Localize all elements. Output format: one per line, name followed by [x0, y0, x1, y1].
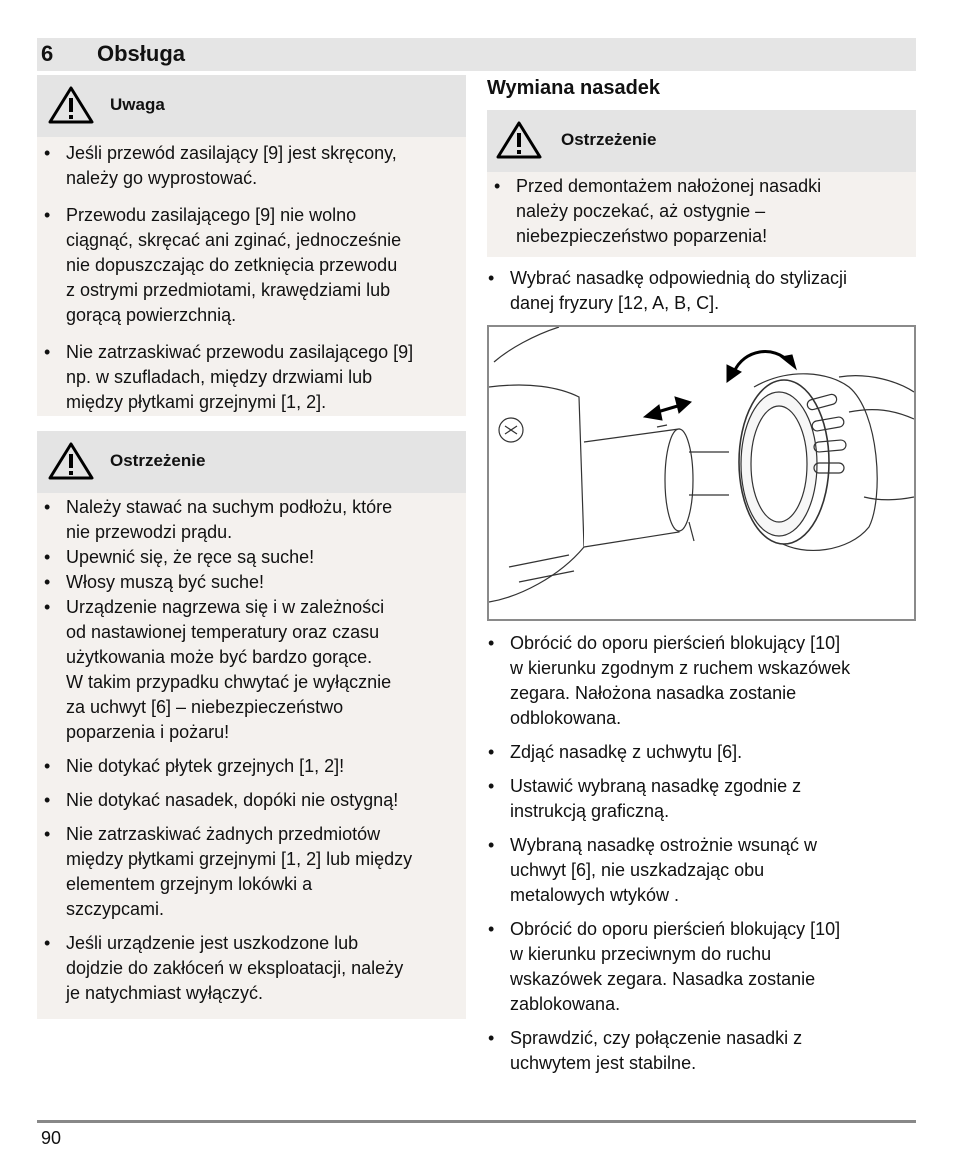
list-item: • Nie dotykać płytek grzejnych [1, 2]! [41, 754, 466, 779]
list-item: • Nie dotykać nasadek, dopóki nie ostygną! [41, 788, 466, 813]
steps-list [485, 631, 916, 1076]
list-item: • Zdjąć nasadkę z uchwytu [6]. [485, 740, 916, 765]
list-item: • Jeśli urządzenie jest uszkodzone lub dojdzie do zakłóceń w eksploatacji, należy je natychmiast wyłączyć. [41, 931, 466, 1006]
warning-triangle-icon [47, 85, 95, 125]
list-item: • Obrócić do oporu pierścień blokujący [10] w kierunku zgodnym z ruchem wskazówek zegara. Nałożona nasadka zostanie odblokowana. [485, 631, 916, 731]
list-item: • Nie zatrzaskiwać przewodu zasilającego [9] np. w szufladach, między drzwiami lub między płytkami grzejnymi [1, 2]. [41, 340, 466, 415]
list-item: • Wybraną nasadkę ostrożnie wsunąć w uchwyt [6], nie uszkadzając obu metalowych wtyków . [485, 833, 916, 908]
attachment-illustration [487, 325, 916, 621]
list-item: • Przed demontażem nałożonej nasadki należy poczekać, aż ostygnie – niebezpieczeństwo poparzenia! [491, 174, 916, 249]
warning-triangle-icon [495, 120, 543, 160]
warning-list [41, 495, 466, 1006]
right-warning-label: Ostrzeżenie [561, 130, 657, 149]
warning-triangle-icon [47, 441, 95, 481]
list-item: • Nie zatrzaskiwać żadnych przedmiotów między płytkami grzejnymi [1, 2] lub między elementem grzejnym lokówki a szczypcami. [41, 822, 466, 922]
section-header [37, 38, 916, 71]
list-item: • Wybrać nasadkę odpowiednią do stylizacji danej fryzury [12, A, B, C]. [485, 266, 916, 316]
caution-list [41, 141, 466, 415]
warning-box [37, 431, 466, 1019]
list-item: • Urządzenie nagrzewa się i w zależności od nastawionej temperatury oraz czasu użytkowania może być bardzo gorące. W takim przypadku chwytać je wyłącznie za uchwyt [6] – niebezpieczeństwo poparzenia i pożaru! [41, 595, 466, 745]
caution-box [37, 75, 466, 416]
list-item: • Przewodu zasilającego [9] nie wolno ciągnąć, skręcać ani zginać, jednocześnie nie dopuszczając do zetknięcia przewodu z ostrymi przedmiotami, krawędziami lub gorącą powierzchnią. [41, 203, 466, 328]
caution-header [37, 75, 466, 137]
warning-header [37, 431, 466, 493]
list-item: • Należy stawać na suchym podłożu, które nie przewodzi prądu. [41, 495, 466, 545]
right-warning-header [487, 110, 916, 172]
list-item: • Sprawdzić, czy połączenie nasadki z uchwytem jest stabilne. [485, 1026, 916, 1076]
subsection-title: Wymiana nasadek [487, 77, 661, 99]
right-warning-box [487, 110, 916, 257]
list-item: • Ustawić wybraną nasadkę zgodnie z instrukcją graficzną. [485, 774, 916, 824]
intro-step-list [485, 266, 916, 316]
section-title: Obsługa [97, 41, 186, 66]
list-item: • Obrócić do oporu pierścień blokujący [10] w kierunku przeciwnym do ruchu wskazówek zegara. Nasadka zostanie zablokowana. [485, 917, 916, 1017]
right-warning-list [491, 174, 916, 249]
list-item: • Włosy muszą być suche! [41, 570, 466, 595]
list-item: • Upewnić się, że ręce są suche! [41, 545, 466, 570]
page-number: 90 [41, 1128, 62, 1148]
footer-rule [37, 1120, 916, 1123]
list-item: • Jeśli przewód zasilający [9] jest skręcony, należy go wyprostować. [41, 141, 466, 191]
push-pull-arrow-icon [644, 397, 691, 420]
warning-label: Ostrzeżenie [110, 451, 206, 470]
caution-label: Uwaga [110, 95, 165, 114]
section-number: 6 [41, 41, 54, 66]
